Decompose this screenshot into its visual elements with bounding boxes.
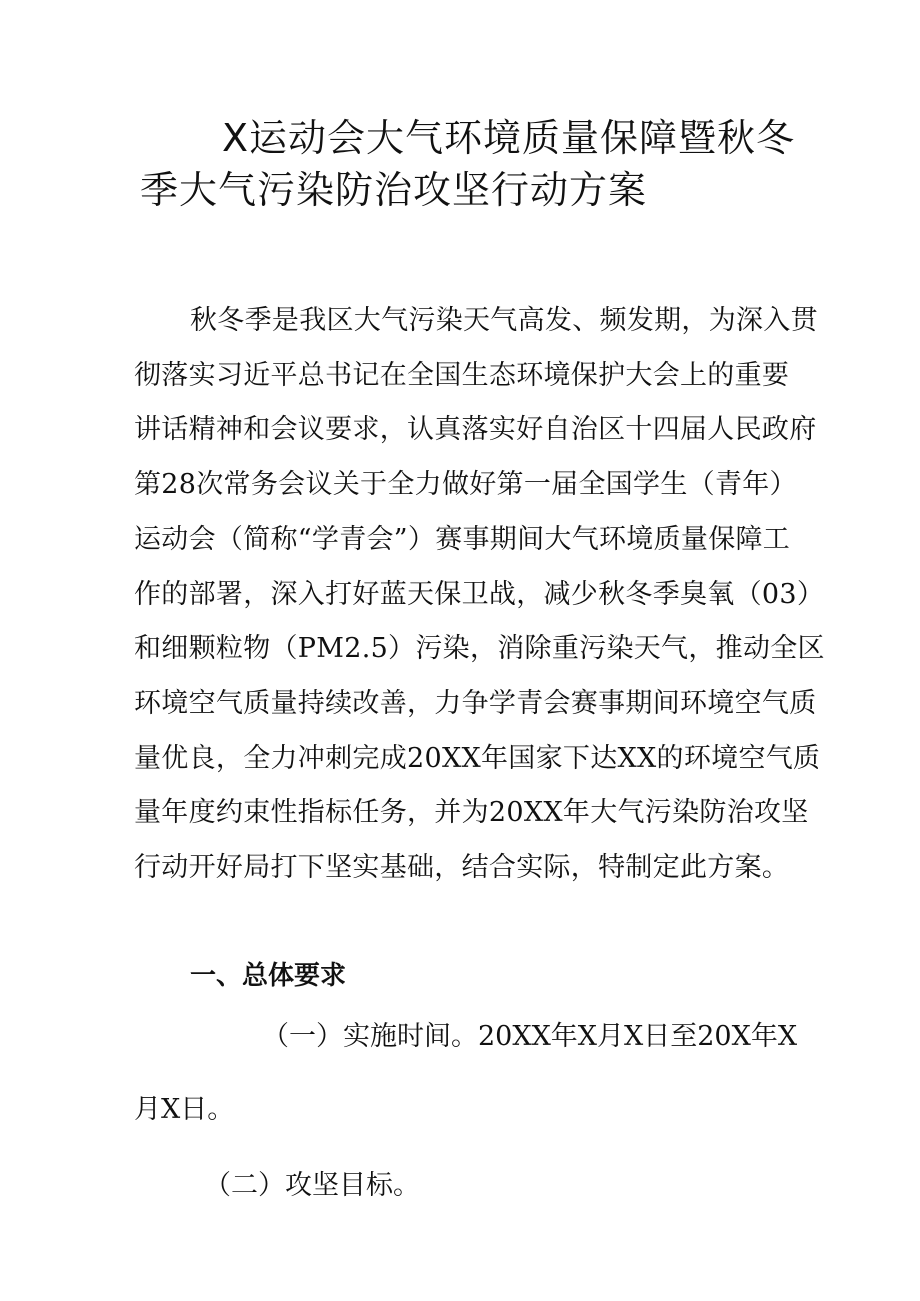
paragraph-line: 彻落实习近平总书记在全国生态环境保护大会上的重要: [134, 359, 790, 391]
paragraph-line: 行动开好局打下坚实基础，结合实际，特制定此方案。: [134, 852, 790, 884]
intro-paragraph: [134, 294, 825, 896]
section-heading-general-requirements: 一、总体要求: [190, 961, 347, 991]
item-implementation-time: （一）实施时间。20XX年X月X日至20X年X: [262, 1021, 798, 1052]
paragraph-line: 讲话精神和会议要求，认真落实好自治区十四届人民政府: [134, 414, 817, 446]
paragraph-line: 量优良，全力冲刺完成20XX年国家下达XX的环境空气质: [134, 742, 821, 774]
paragraph-line: 作的部署，深入打好蓝天保卫战，减少秋冬季臭氧（03）: [134, 578, 825, 610]
title-line-1: X运动会大气环境质量保障暨秋冬: [222, 116, 796, 160]
item-objectives: （二）攻坚目标。: [204, 1170, 420, 1201]
paragraph-line: 运动会（简称“学青会”）赛事期间大气环境质量保障工: [134, 523, 791, 555]
title-line-2: 季大气污染防治攻坚行动方案: [140, 168, 648, 212]
paragraph-line: 和细颗粒物（PM2.5）污染，消除重污染天气，推动全区: [134, 633, 825, 665]
paragraph-line: 秋冬季是我区大气污染天气高发、频发期，为深入贯: [190, 305, 818, 336]
item-implementation-time-continued: 月X日。: [134, 1094, 235, 1125]
paragraph-line: 环境空气质量持续改善，力争学青会赛事期间环境空气质: [134, 687, 817, 719]
paragraph-line: 第28次常务会议关于全力做好第一届全国学生（青年）: [134, 469, 797, 501]
document-title: [140, 112, 800, 216]
paragraph-line: 量年度约束性指标任务，并为20XX年大气污染防治攻坚: [134, 797, 809, 829]
